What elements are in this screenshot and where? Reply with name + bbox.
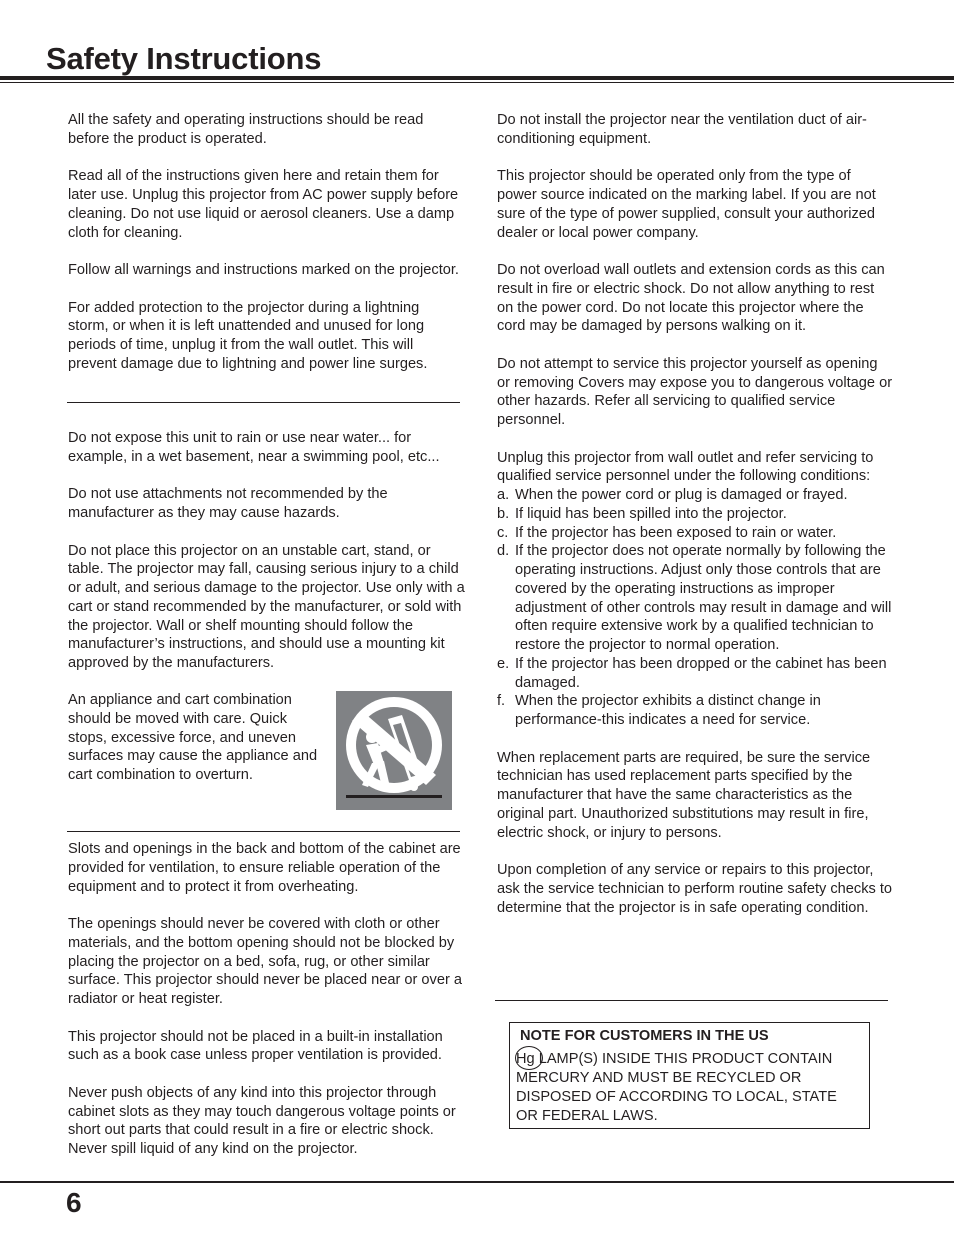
list-item-text: If the projector has been dropped or the cabinet has been damaged. <box>515 655 887 691</box>
list-marker: e. <box>497 655 510 672</box>
us-customer-note <box>509 1022 870 1129</box>
list-item <box>497 524 893 543</box>
list-item-text: If the projector has been exposed to rain or water. <box>515 524 837 541</box>
cart-warning-text: An appliance and cart combination should be moved with care. Quick stops, excessive force, and uneven surfaces may cause the appliance and cart combination to overturn. <box>68 692 318 783</box>
page-title: Safety Instructions <box>46 41 322 76</box>
paragraph: Do not place this projector on an unstable cart, stand, or table. The projector may fall, causing serious injury to a child or adult, and serious damage to the projector. Use only with a cart or stand recommended by the manufacturer, or sold with the projector. Wall or shelf mounting should follow the manufacturer’s instructions, and should use a mounting kit approved by the manufacturers. <box>68 542 465 671</box>
page-number: 6 <box>66 1187 82 1218</box>
list-item-text: When the power cord or plug is damaged or frayed. <box>515 487 848 503</box>
right-section-service <box>497 111 893 917</box>
paragraph: Follow all warnings and instructions marked on the projector. <box>68 262 459 278</box>
left-section-general <box>68 111 460 374</box>
paragraph: When replacement parts are required, be sure the service technician has used replacement parts specified by the manufacturer that have the same characteristics as the original part. Unauthorized substitutions may result in fire, electric shock, or injury to persons. <box>497 749 871 841</box>
list-item <box>497 655 893 693</box>
paragraph: Slots and openings in the back and bottom of the cabinet are provided for ventilation, to ensure reliable operation of the equipment and to protect it from overheating. <box>68 841 461 895</box>
list-item <box>497 692 893 730</box>
paragraph: Do not overload wall outlets and extension cords as this can result in fire or electric shock. Do not allow anything to rest on the power cord. Do not locate this projector where the cord may be damaged by persons walking on it. <box>497 262 885 335</box>
left-section-placement <box>68 429 466 673</box>
section-divider <box>67 831 460 832</box>
note-body <box>516 1050 861 1126</box>
section-divider <box>67 402 460 403</box>
paragraph: Do not attempt to service this projector yourself as opening or removing Covers may expose you to dangerous voltage or other hazards. Refer all servicing to qualified service personnel. <box>497 355 893 428</box>
paragraph: This projector should not be placed in a built-in installation such as a book case unless proper ventilation is provided. <box>68 1028 443 1064</box>
paragraph: Upon completion of any service or repairs to this projector, ask the service technician to perform routine safety checks to determine that the projector is in safe operating condition. <box>497 862 893 916</box>
list-item-text: If the projector does not operate normally by following the operating instructions. Adjust only those controls that are covered by the operating instructions as improper adjustment of other controls may result in damage and will often require extensive work by a qualified technician to restore the projector to normal operation. <box>515 543 892 653</box>
title-rule-thin <box>0 82 954 83</box>
title-rule <box>0 76 954 80</box>
service-conditions-list <box>497 486 893 730</box>
paragraph: Do not expose this unit to rain or use near water... for example, in a wet basement, near a swimming pool, etc... <box>68 430 440 465</box>
list-marker: a. <box>497 487 510 503</box>
list-marker: d. <box>497 543 510 560</box>
section-divider <box>495 1000 888 1001</box>
paragraph: Never push objects of any kind into this projector through cabinet slots as they may touch dangerous voltage points or short out parts that could result in a fire or electric shock. Never spill liquid of any kind on the projector. <box>68 1084 456 1157</box>
list-marker: c. <box>497 524 509 541</box>
paragraph: The openings should never be covered with cloth or other materials, and the bottom opening should not be blocked by placing the projector on a bed, sofa, rug, or other similar surface. This projector should never be placed near or over a radiator or heat register. <box>68 916 462 1007</box>
list-item <box>497 542 893 655</box>
footer-rule <box>0 1181 954 1183</box>
list-item-text: If liquid has been spilled into the projector. <box>515 505 787 522</box>
list-item-text: When the projector exhibits a distinct change in performance-this indicates a need for service. <box>515 693 821 728</box>
note-text: LAMP(S) INSIDE THIS PRODUCT CONTAIN MERCURY AND MUST BE RECYCLED OR DISPOSED OF ACCORDING TO LOCAL, STATE OR FEDERAL LAWS. <box>516 1051 837 1124</box>
paragraph: Do not use attachments not recommended by the manufacturer as they may cause hazards. <box>68 486 388 521</box>
note-title: NOTE FOR CUSTOMERS IN THE US <box>520 1028 769 1044</box>
no-cart-tipover-icon <box>336 691 452 810</box>
list-item <box>497 505 893 524</box>
left-section-ventilation <box>68 840 468 1159</box>
mercury-symbol: Hg <box>516 1051 535 1067</box>
list-item <box>497 486 893 505</box>
paragraph: This projector should be operated only from the type of power source indicated on the marking label. If you are not sure of the type of power supplied, consult your authorized dealer or local power company. <box>497 168 876 241</box>
paragraph: Do not install the projector near the ventilation duct of air-conditioning equipment. <box>497 112 867 147</box>
paragraph: For added protection to the projector during a lightning storm, or when it is left unattended and unused for long periods of time, unplug it from the wall outlet. This will prevent damage due to lightning and power line surges. <box>68 299 428 372</box>
paragraph: Unplug this projector from wall outlet and refer servicing to qualified service personnel under the following conditions: <box>497 449 874 485</box>
paragraph: All the safety and operating instructions should be read before the product is operated. <box>68 112 424 147</box>
paragraph: Read all of the instructions given here and retain them for later use. Unplug this projector from AC power supply before cleaning. Do not use liquid or aerosol cleaners. Use a damp cloth for cleaning. <box>68 168 459 241</box>
list-marker: f. <box>497 693 506 710</box>
hg-circle-mark <box>515 1046 543 1070</box>
list-marker: b. <box>497 505 510 522</box>
